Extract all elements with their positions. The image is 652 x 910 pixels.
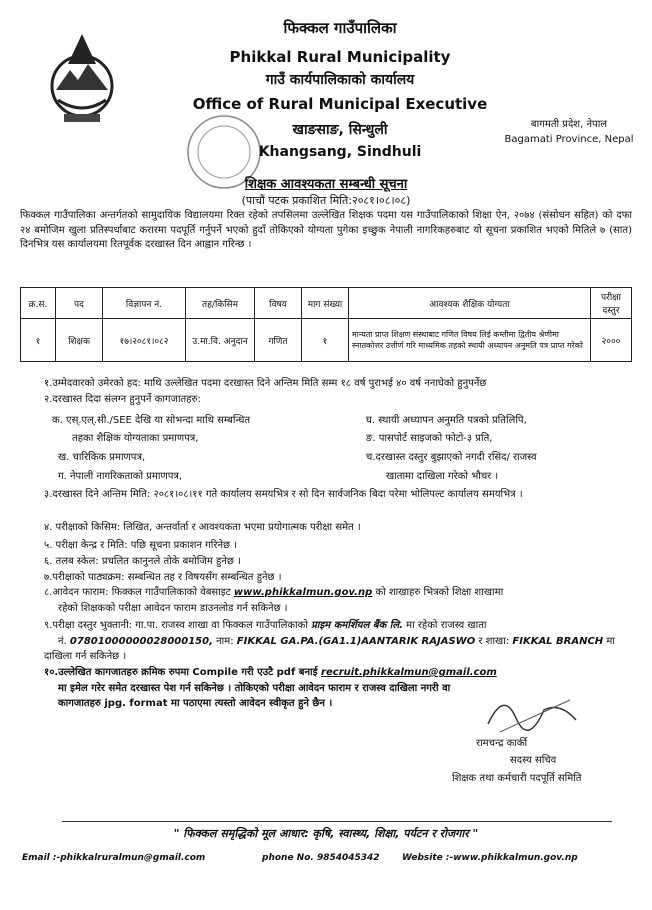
point-9	[44, 618, 634, 665]
point-6: ६. तलब स्केल: प्रचलित कानुनले तोके बमोजिम हुनेछ ।	[44, 556, 241, 567]
point-9-text: ९.परीक्षा दस्तुर भुक्तानी: गा.पा. राजस्व शाखा वा फिक्कल गाउँपालिकाको	[44, 620, 308, 631]
point-3: ३.दरखास्त दिने अन्तिम मिति: २०८१।०८।११ गते कार्यालय समयभित्र र सो दिन सार्वजनिक बिदा परेमा भोलिपल्ट कार्यालय समयभित्र ।	[44, 489, 523, 500]
point-10-text: १०.उल्लेखित कागजातहरु क्रमिक रुपमा Compile गरी एउटै pdf बनाई	[44, 667, 318, 678]
notice-subtitle: (पाचौं पटक प्रकाशित मिति:२०८१।०८।०८)	[241, 194, 411, 207]
table-cell: शिक्षक	[56, 319, 103, 362]
footer-email[interactable]: Email :-phikkalruralmun@gmail.com	[22, 853, 206, 863]
point-7: ७.परीक्षाको पाठ्यक्रम: सम्बन्धित तह र विषयसँग सम्बन्धित हुनेछ ।	[44, 572, 282, 583]
footer-phone: phone No. 9854045342	[262, 853, 380, 863]
table-cell: मान्यता प्राप्त शिक्षण संस्थाबाट गणित विषय लिई कम्तीमा द्वितीय श्रेणीमा स्नातकोत्तर उत्तीर्ण गरि माध्यमिक तहको स्थायी अध्यापन अनुमति पत्र प्राप्त गरेको	[349, 319, 591, 362]
point-8-text: को शाखाहरु भित्रको शिक्षा शाखामा	[375, 587, 504, 598]
account-name: FIKKAL GA.PA.(GA1.1)AANTARIK RAJASWO	[236, 635, 476, 647]
footer-slogan: " फिक्कल समृद्धिको मूल आधार: कृषि, स्वास्थ्य, शिक्षा, पर्यटन र रोजगार "	[173, 827, 479, 840]
doc-item: घ. स्थायी अध्यापन अनुमति पत्रको प्रतिलिपि,	[366, 415, 527, 426]
np-province: बागमती प्रदेश, नेपाल	[530, 119, 608, 130]
doc-item: तहका शैक्षिक योग्यताका प्रमाणपत्र,	[72, 433, 199, 444]
np-municipality-name: फिक्कल गाउँपालिका	[283, 19, 397, 37]
header-cell: आवश्यक शैक्षिक योग्यता	[349, 288, 591, 319]
doc-item: खातामा दाखिला गरेको भौचर ।	[386, 471, 499, 482]
point-9-text: र शाखा:	[478, 635, 510, 647]
doc-item: ङ. पासपोर्ट साइजको फोटो-३ प्रति,	[366, 433, 493, 444]
point-9-text: मा रहेको राजस्व खाता	[406, 620, 487, 631]
point-10-text: कागजातहरु jpg. format मा पठाएमा त्यस्तो आवेदन स्वीकृत हुने छैन ।	[58, 698, 333, 709]
en-municipality-name: Phikkal Rural Municipality	[229, 48, 451, 66]
doc-item: ग. नेपाली नागरिकताको प्रमाणपत्र,	[58, 471, 183, 482]
table-header-row	[21, 288, 632, 319]
point-4: ४. परीक्षाको किसिम: लिखित, अन्तर्वार्ता र आवश्यकता भएमा प्रयोगात्मक परीक्षा समेत ।	[44, 522, 361, 533]
table-row	[21, 319, 632, 362]
notice-title: शिक्षक आवश्यकता सम्बन्धी सूचना	[244, 177, 408, 192]
np-office-name: गाउँ कार्यपालिकाको कार्यालय	[265, 72, 415, 88]
header-cell: विज्ञापन नं.	[103, 288, 186, 319]
footer-website[interactable]: Website :-www.phikkalmun.gov.np	[402, 853, 578, 863]
header-cell: क्र.स.	[21, 288, 56, 319]
bank-name: प्राइम कमर्शियल बैंक लि.	[311, 620, 403, 631]
table-cell: उ.मा.वि. अनुदान	[186, 319, 255, 362]
intro-paragraph: फिक्कल गाउँपालिका अन्तर्गतको सामुदायिक विद्यालयमा रिक्त रहेको तपसिलमा उल्लेखित शिक्षक पदमा यस गाउँपालिकाको शिक्षा ऐन, २०७४ (संसोधन सहित) को दफा २४ बमोजिम खुला प्रतिस्पर्धाबाट करारमा पदपूर्ति गर्नुपर्ने भएको हुदाँ तोकिएको योग्यता पुगेका इच्छुक नेपाली नागरिकहरुबाट यो सूचना प्रकाशित भएको मितिले ७ (सात) दिनभित्र यस कार्यालयमा रितपूर्वक दरखास्त दिन आह्वान गरिन्छ ।	[20, 210, 632, 250]
table-cell: १	[21, 319, 56, 362]
table-cell: १	[302, 319, 349, 362]
point-8-text: रहेको शिक्षकको परीक्षा आवेदन फाराम डाउनलोड गर्न सकिनेछ ।	[58, 602, 288, 614]
table-cell: गणित	[255, 319, 302, 362]
doc-item: च.दरखास्त दस्तुर बुझाएको नगदी रसिद/ राजस्व	[366, 452, 537, 463]
header-cell: पद	[56, 288, 103, 319]
municipality-emblem	[44, 30, 120, 126]
doc-item: ख. चारिकिक प्रमाणपत्र,	[58, 452, 146, 463]
header-cell: तह/किसिम	[186, 288, 255, 319]
branch-name: FIKKAL BRANCH	[512, 635, 604, 647]
point-9-text: मा दाखिला गर्न सकिनेछ ।	[44, 635, 615, 662]
point-10-text: मा इमेल गरेर समेत दरखास्त पेश गर्न सकिनेछ । तोकिएको परीक्षा आवेदन फाराम र राजस्व दाखिला नगरी वा	[58, 682, 451, 694]
committee-name: शिक्षक तथा कर्मचारी पदपूर्ति समिति	[452, 773, 582, 784]
account-number: 07801000000028000150,	[69, 635, 213, 647]
en-office-name: Office of Rural Municipal Executive	[192, 95, 488, 113]
en-place: Khangsang, Sindhuli	[258, 144, 422, 160]
point-5: ५. परीक्षा केन्द्र र मिति: पछि सूचना प्रकाशन गरिनेछ ।	[44, 540, 238, 551]
doc-item: क. एस्.एल्.सी./SEE देखि या सोभन्दा माथि सम्बन्धित	[52, 415, 251, 426]
table-cell: २०००	[591, 319, 632, 362]
header-cell: माग संख्या	[302, 288, 349, 319]
point-1: १.उम्मेदवारको उमेरको हद: माथि उल्लेखित पदमा दरखास्त दिने अन्तिम मिति सम्म १८ वर्ष पुराभई ४० वर्ष ननाघेको हुनुपर्नेछ	[44, 378, 487, 389]
point-2: २.दरखास्त दिदा संलग्न हुनुपर्ने कागजातहरु:	[44, 394, 201, 405]
footer-divider	[62, 821, 612, 822]
website-link[interactable]: www.phikkalmun.gov.np	[233, 587, 373, 598]
point-8	[44, 585, 634, 616]
vacancy-table	[20, 287, 632, 362]
signatory-name: रामचन्द्र कार्की	[476, 738, 528, 749]
en-province: Bagamati Province, Nepal	[504, 134, 634, 145]
header-cell: परीक्षा दस्तुर	[591, 288, 632, 319]
point-9-text: नं.	[58, 635, 67, 647]
point-9-text: नाम:	[216, 635, 234, 647]
signatory-role: सदस्य सचिव	[510, 755, 557, 766]
table-cell: १७।२०८१।०८२	[103, 319, 186, 362]
header-cell: विषय	[255, 288, 302, 319]
np-place: खाङसाङ, सिन्धुली	[292, 122, 388, 138]
point-8-text: ८.आवेदन फाराम: फिक्कल गाउँपालिकाको वेबसाइट	[44, 587, 231, 598]
recruit-email-link[interactable]: recruit.phikkalmun@gmail.com	[321, 667, 497, 678]
